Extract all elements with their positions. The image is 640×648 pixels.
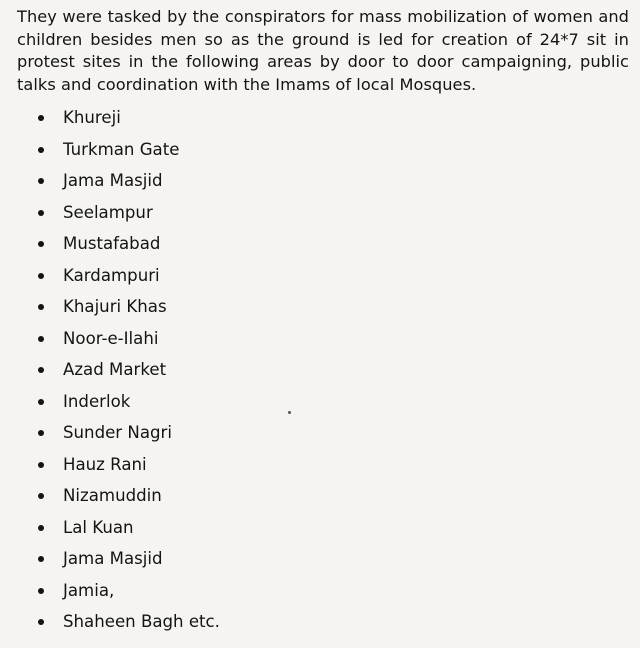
bullet-icon <box>38 462 44 468</box>
bullet-icon <box>38 556 44 562</box>
list-item <box>17 171 220 203</box>
places-list <box>17 108 220 644</box>
bullet-icon <box>38 493 44 499</box>
bullet-icon <box>38 399 44 405</box>
place-name: Sunder Nagri <box>63 423 172 442</box>
place-name: Nizamuddin <box>63 486 162 505</box>
place-name: Jama Masjid <box>63 171 163 190</box>
place-name: Turkman Gate <box>63 139 180 159</box>
bullet-icon <box>38 336 44 342</box>
list-item <box>17 486 220 518</box>
scan-speck <box>288 411 291 414</box>
list-item <box>17 581 220 613</box>
place-name: Seelampur <box>63 202 153 222</box>
list-item <box>17 549 220 581</box>
list-item <box>17 266 220 298</box>
place-name: Hauz Rani <box>63 454 147 474</box>
document-page <box>17 6 629 631</box>
list-item <box>17 612 220 644</box>
place-name: Mustafabad <box>63 234 161 253</box>
place-name: Jamia, <box>63 580 115 600</box>
bullet-icon <box>38 304 44 310</box>
list-item <box>17 234 220 266</box>
bullet-icon <box>38 115 44 121</box>
intro-paragraph: They were tasked by the conspirators for mass mobilization of women and children besides men so as the ground is led for creation of 24*7 sit in protest sites in the following areas by door to door campaigning, public talks and coordination with the Imams of local Mosques. <box>17 7 629 94</box>
list-item <box>17 455 220 487</box>
bullet-icon <box>38 178 44 184</box>
list-item <box>17 392 220 424</box>
place-name: Noor-e-Ilahi <box>63 328 159 348</box>
place-name: Shaheen Bagh etc. <box>63 612 220 631</box>
bullet-icon <box>38 273 44 279</box>
list-item <box>17 297 220 329</box>
place-name: Lal Kuan <box>63 517 134 537</box>
list-item <box>17 329 220 361</box>
bullet-icon <box>38 619 44 625</box>
place-name: Kardampuri <box>63 265 160 285</box>
bullet-icon <box>38 588 44 594</box>
list-item <box>17 140 220 172</box>
bullet-icon <box>38 367 44 373</box>
list-item <box>17 360 220 392</box>
place-name: Khajuri Khas <box>63 297 167 316</box>
list-item <box>17 203 220 235</box>
place-name: Khureji <box>63 108 121 127</box>
place-name: Inderlok <box>63 391 131 411</box>
bullet-icon <box>38 210 44 216</box>
bullet-icon <box>38 525 44 531</box>
list-item <box>17 108 220 140</box>
list-item <box>17 423 220 455</box>
bullet-icon <box>38 241 44 247</box>
bullet-icon <box>38 147 44 153</box>
bullet-icon <box>38 430 44 436</box>
list-item <box>17 518 220 550</box>
place-name: Jama Masjid <box>63 549 163 568</box>
place-name: Azad Market <box>63 360 167 379</box>
